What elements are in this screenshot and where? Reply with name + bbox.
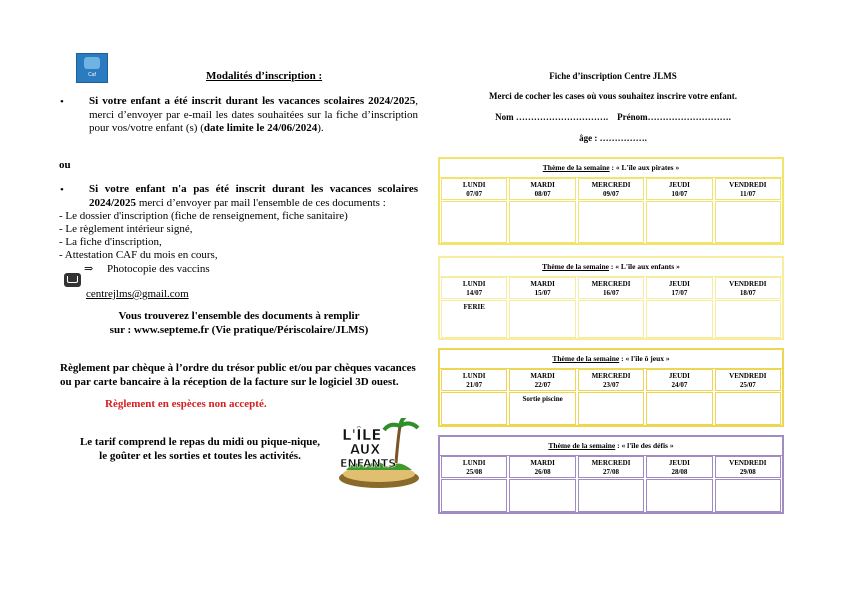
day-name: MERCREDI	[591, 280, 631, 288]
day-header	[578, 178, 644, 200]
day-header	[509, 369, 575, 391]
checkbox-row	[440, 392, 782, 425]
day-header	[646, 456, 712, 478]
doc-item: - La fiche d'inscription,	[59, 236, 162, 248]
week-table	[438, 256, 784, 340]
day-name: JEUDI	[668, 181, 690, 189]
day-header	[646, 178, 712, 200]
theme-title: : « L'île aux enfants »	[609, 262, 680, 271]
day-date: 28/08	[671, 467, 688, 476]
bullet1-end: ).	[317, 122, 324, 134]
day-checkbox-cell[interactable]	[646, 392, 712, 425]
day-name: VENDREDI	[729, 280, 767, 288]
theme-title: : « L'île aux pirates »	[609, 163, 680, 172]
theme-label: Thème de la semaine	[552, 354, 620, 363]
day-name: LUNDI	[462, 459, 486, 467]
day-name: JEUDI	[668, 459, 690, 467]
week-table	[438, 435, 784, 514]
age-field[interactable]: âge : …………….	[579, 133, 647, 143]
tarif-info	[40, 436, 360, 463]
day-checkbox-cell[interactable]: FERIE	[441, 300, 507, 338]
day-checkbox-cell[interactable]	[646, 479, 712, 512]
day-date: 17/07	[671, 288, 688, 297]
day-name: MERCREDI	[591, 181, 631, 189]
day-header	[646, 277, 712, 299]
day-header	[441, 456, 507, 478]
week-theme	[440, 437, 782, 456]
day-header	[578, 277, 644, 299]
day-checkbox-cell[interactable]	[578, 479, 644, 512]
day-header	[646, 369, 712, 391]
week-theme	[440, 159, 782, 178]
day-date: 14/07	[466, 288, 483, 297]
day-date: 29/08	[739, 467, 756, 476]
day-checkbox-cell[interactable]	[715, 479, 781, 512]
week-theme	[440, 258, 782, 277]
theme-title: : « l'île des défis »	[615, 441, 674, 450]
day-header	[441, 277, 507, 299]
logo-line3: ENFANTS	[340, 457, 397, 470]
day-header	[441, 178, 507, 200]
bullet1-text: , merci d’envoyer par e-mail les dates souhaitées sur la fiche d’inscription pour vos/votre enfant (s) (	[89, 95, 418, 134]
tarif-line1: Le tarif comprend le repas du midi ou pique-nique,	[79, 436, 321, 448]
day-name: LUNDI	[462, 280, 486, 288]
theme-label: Thème de la semaine	[542, 163, 610, 172]
day-header	[578, 456, 644, 478]
day-date: 25/08	[466, 467, 483, 476]
ile-aux-enfants-logo	[336, 418, 422, 490]
day-date: 25/07	[739, 380, 756, 389]
day-headers	[440, 456, 782, 478]
day-checkbox-cell[interactable]	[715, 300, 781, 338]
day-date: 16/07	[603, 288, 619, 297]
day-header	[715, 456, 781, 478]
checkbox-row	[440, 201, 782, 243]
day-date: 09/07	[603, 189, 619, 198]
bullet1-deadline: date limite le 24/06/2024	[203, 122, 318, 134]
bullet-dot-2: •	[60, 184, 64, 196]
day-date: 21/07	[466, 380, 483, 389]
day-checkbox-cell[interactable]	[578, 201, 644, 243]
caf-logo	[76, 53, 108, 83]
docs-note	[60, 310, 418, 337]
theme-label: Thème de la semaine	[542, 262, 610, 271]
day-headers	[440, 277, 782, 299]
bullet2-bold: Si votre enfant n'a pas été inscrit durant les vacances scolaires 2024/2025	[89, 183, 418, 209]
day-header	[509, 456, 575, 478]
day-header	[715, 178, 781, 200]
week-table	[438, 157, 784, 245]
bullet2-text: merci d’envoyer par mail l'ensemble de ces documents :	[136, 196, 386, 209]
logo-line1: L'ÎLE	[342, 426, 382, 444]
day-name: VENDREDI	[729, 372, 767, 380]
day-name: MARDI	[530, 372, 555, 380]
doc-item: - Le dossier d'inscription (fiche de renseignement, fiche sanitaire)	[59, 210, 348, 222]
day-checkbox-cell[interactable]: Sortie piscine	[509, 392, 575, 425]
bullet1-paragraph	[89, 95, 418, 136]
day-header	[715, 277, 781, 299]
day-date: 07/07	[466, 189, 483, 198]
day-header	[578, 369, 644, 391]
day-checkbox-cell[interactable]	[715, 201, 781, 243]
day-name: MERCREDI	[591, 459, 631, 467]
week-table	[438, 348, 784, 427]
docs-note-line1: Vous trouverez l'ensemble des documents à remplir	[118, 310, 360, 322]
day-date: 27/08	[603, 467, 619, 476]
day-checkbox-cell[interactable]	[509, 479, 575, 512]
checkbox-row	[440, 479, 782, 512]
logo-line2: AUX	[350, 443, 381, 458]
day-header	[441, 369, 507, 391]
doc-item: - Le règlement intérieur signé,	[59, 223, 193, 235]
doc-item: - Attestation CAF du mois en cours,	[59, 249, 218, 261]
day-name: MARDI	[530, 181, 555, 189]
day-name: JEUDI	[668, 372, 690, 380]
day-date: 18/07	[739, 288, 756, 297]
day-name: MARDI	[530, 280, 555, 288]
day-name: MARDI	[530, 459, 555, 467]
tarif-line2: le goûter et les sorties et toutes les activités.	[99, 449, 301, 462]
payment-info: Règlement par chèque à l’ordre du trésor public et/ou par chèques vacances ou par carte bancaire à la réception de la facture sur le logiciel 3D ouest.	[60, 362, 416, 388]
day-headers	[440, 178, 782, 200]
docs-note-line2: sur : www.septeme.fr (Vie pratique/Périscolaire/JLMS)	[109, 323, 369, 336]
day-checkbox-cell[interactable]	[441, 479, 507, 512]
email-link[interactable]: centrejlms@gmail.com	[86, 288, 189, 300]
day-header	[715, 369, 781, 391]
day-date: 15/07	[534, 288, 551, 297]
bullet-dot: •	[60, 96, 64, 108]
page-title: Modalités d’inscription :	[206, 70, 323, 82]
day-checkbox-cell[interactable]	[646, 300, 712, 338]
day-checkbox-cell[interactable]	[646, 201, 712, 243]
ou-label: ou	[59, 159, 71, 171]
day-date: 24/07	[671, 380, 688, 389]
caf-logo-text: Caf	[88, 72, 96, 78]
name-fields[interactable]: Nom …………………………. Prénom……………………….	[495, 112, 731, 122]
day-checkbox-cell[interactable]	[441, 392, 507, 425]
day-name: JEUDI	[668, 280, 690, 288]
day-checkbox-cell[interactable]	[441, 201, 507, 243]
theme-label: Thème de la semaine	[548, 441, 616, 450]
day-header	[509, 178, 575, 200]
checkbox-row	[440, 300, 782, 338]
day-name: LUNDI	[462, 372, 486, 380]
day-name: VENDREDI	[729, 181, 767, 189]
day-date: 23/07	[603, 380, 619, 389]
doc-item-vaccins: ⇒ Photocopie des vaccins	[84, 263, 210, 275]
theme-title: : « l'île ô jeux »	[619, 354, 670, 363]
form-title: Fiche d’inscription Centre JLMS	[549, 71, 677, 81]
day-checkbox-cell[interactable]	[578, 300, 644, 338]
day-date: 22/07	[534, 380, 551, 389]
day-date: 26/08	[534, 467, 551, 476]
form-instruction: Merci de cocher les cases où vous souhaitez inscrire votre enfant.	[488, 91, 738, 101]
bullet2-paragraph	[89, 183, 418, 210]
day-name: VENDREDI	[729, 459, 767, 467]
day-date: 11/07	[740, 189, 756, 198]
week-theme	[440, 350, 782, 369]
day-header	[509, 277, 575, 299]
day-checkbox-cell[interactable]	[578, 392, 644, 425]
day-checkbox-cell[interactable]	[509, 201, 575, 243]
day-date: 08/07	[534, 189, 551, 198]
day-headers	[440, 369, 782, 391]
day-checkbox-cell[interactable]	[715, 392, 781, 425]
mail-icon	[64, 273, 81, 287]
cash-warning: Règlement en espèces non accepté.	[105, 398, 267, 410]
day-name: MERCREDI	[591, 372, 631, 380]
day-name: LUNDI	[462, 181, 486, 189]
day-checkbox-cell[interactable]	[509, 300, 575, 338]
day-date: 10/07	[671, 189, 688, 198]
bullet1-bold: Si votre enfant a été inscrit durant les vacances scolaires 2024/2025	[89, 95, 416, 107]
